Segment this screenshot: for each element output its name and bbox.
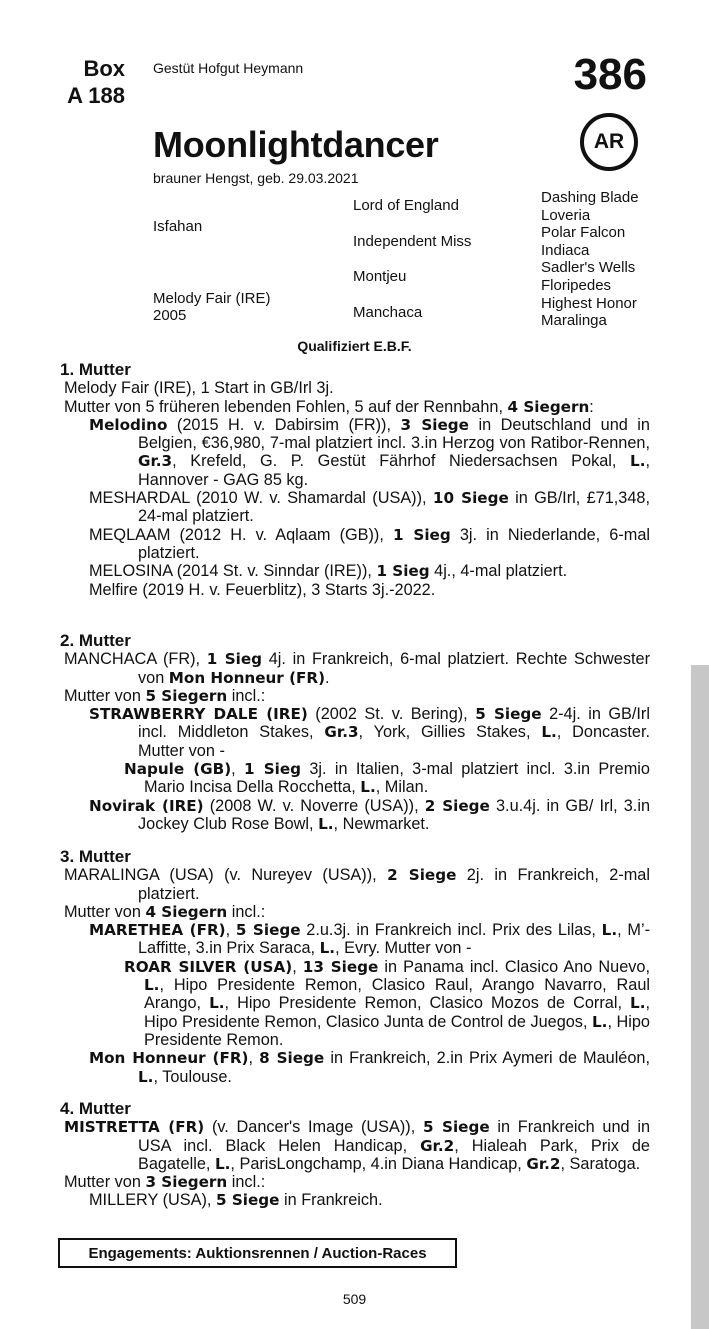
bold-text: L. xyxy=(630,452,646,471)
engagements-box xyxy=(58,1238,457,1268)
pedigree-gen3-item: Indiaca xyxy=(541,241,590,259)
section-paragraph xyxy=(60,958,650,1049)
bold-text: L. xyxy=(214,1154,231,1173)
text-run: , Milan. xyxy=(375,778,429,797)
section-paragraph xyxy=(60,416,650,489)
text-run: MEQLAAM (2012 H. v. Aqlaam (GB)), xyxy=(89,525,393,544)
text-run: , xyxy=(225,921,236,940)
text-run: MARALINGA (USA) (v. Nureyev (USA)), xyxy=(64,866,388,885)
section-paragraph xyxy=(60,903,650,921)
bold-text: MARETHEA (FR) xyxy=(89,921,226,940)
text-run: Melfire (2019 H. v. Feuerblitz), 3 Starts 3j.-2022. xyxy=(89,580,436,599)
section-paragraph xyxy=(60,398,650,416)
text-run: , Toulouse. xyxy=(153,1067,232,1086)
bold-text: L. xyxy=(360,778,376,797)
bold-text: 1 Sieg xyxy=(376,562,430,581)
section-paragraph xyxy=(60,489,650,526)
text-run: 4j., 4-mal platziert. xyxy=(429,562,568,581)
section-paragraph xyxy=(60,797,650,834)
text-run: incl.: xyxy=(227,902,266,921)
text-run: (v. Dancer's Image (USA)), xyxy=(204,1118,423,1137)
section-paragraph xyxy=(60,526,650,563)
section-dam-4 xyxy=(60,1100,650,1210)
text-run: , York, Gillies Stakes, xyxy=(358,723,542,742)
text-run: (2015 H. v. Dabirsim (FR)), xyxy=(167,415,401,434)
section-paragraph xyxy=(60,687,650,705)
bold-text: 3 Siege xyxy=(400,415,469,434)
text-run: in Deutschland und in Belgien, €36,980, 7-mal platziert incl. 3.in Herzog von Ratibor-Rennen, xyxy=(138,415,650,453)
text-run: : xyxy=(589,397,594,416)
section-paragraph xyxy=(60,866,650,903)
bold-text: MISTRETTA (FR) xyxy=(64,1118,205,1137)
pedigree-gen3-item: Floripedes xyxy=(541,276,612,294)
text-run: incl.: xyxy=(227,686,266,705)
section-paragraph xyxy=(60,562,650,580)
text-run: MANCHACA (FR), xyxy=(64,650,207,669)
ar-badge-label: AR xyxy=(593,130,625,153)
text-run: 3j. in Italien, 3-mal platziert incl. 3.in Premio Mario Incisa Della Rocchetta, xyxy=(144,760,650,797)
pedigree-gen2-item: Lord of England xyxy=(353,197,459,214)
bold-text: 1 Sieg xyxy=(206,650,263,669)
text-run: , Hannover - GAG 85 kg. xyxy=(138,452,650,489)
pedigree-gen3-item: Highest Honor xyxy=(541,294,637,312)
bold-text: Mon Honneur (FR) xyxy=(89,1049,249,1068)
text-run: MESHARDAL (2010 W. v. Shamardal (USA)), xyxy=(89,489,433,508)
bold-text: Mon Honneur (FR) xyxy=(168,668,326,687)
text-run: , Saratoga. xyxy=(560,1154,641,1173)
text-run: , Evry. Mutter von - xyxy=(335,939,472,958)
section-dam-2 xyxy=(60,632,650,833)
bold-text: 5 Siege xyxy=(475,705,542,724)
text-run: in Frankreich und in USA incl. Black Helen Handicap, xyxy=(138,1118,650,1155)
bold-text: L. xyxy=(209,994,225,1013)
text-run: in Frankreich, 2.in Prix Aymeri de Mauléon, xyxy=(324,1049,650,1068)
bold-text: 8 Siege xyxy=(259,1049,325,1068)
text-run: incl.: xyxy=(227,1173,266,1192)
pedigree-gen3-item: Loveria xyxy=(541,206,591,224)
text-run: , Hipo Presidente Remon. xyxy=(144,1012,650,1049)
horse-name: Moonlightdancer xyxy=(153,124,439,165)
pedigree-gen2-item: Manchaca xyxy=(353,304,423,321)
pedigree-sire: Isfahan xyxy=(153,218,203,235)
bold-text: L. xyxy=(601,921,618,940)
section-paragraph xyxy=(60,1173,650,1191)
bold-text: 10 Siege xyxy=(432,489,509,508)
bold-text: 1 Sieg xyxy=(244,760,302,779)
text-run: in Frankreich. xyxy=(279,1191,383,1210)
bold-text: 1 Sieg xyxy=(392,525,451,544)
text-run: 2-4j. in GB/Irl incl. Middleton Stakes, xyxy=(138,705,650,742)
section-paragraph xyxy=(60,379,650,397)
text-run: , Hipo Presidente Remon, Clasico Raul, Arango Navarro, Raul Arango, xyxy=(144,976,650,1013)
text-run: , Krefeld, G. P. Gestüt Fährhof Niedersachsen Pokal, xyxy=(172,452,631,471)
bold-text: 4 Siegern xyxy=(507,397,590,416)
pedigree-gen2-item: Montjeu xyxy=(353,268,407,285)
text-run: , Hipo Presidente Remon, Clasico Junta de Control de Juegos, xyxy=(144,994,650,1031)
text-run: , xyxy=(248,1049,260,1068)
text-run: . xyxy=(325,668,330,687)
pedigree-gen3 xyxy=(541,189,639,330)
bold-text: ROAR SILVER (USA) xyxy=(124,957,293,976)
bold-text: 4 Siegern xyxy=(145,902,228,921)
section-heading: 4. Mutter xyxy=(60,1099,131,1118)
bold-text: L. xyxy=(541,723,557,742)
bold-text: Gr.2 xyxy=(420,1136,455,1155)
engagements-text: Engagements: Auktionsrennen / Auction-Races xyxy=(88,1244,427,1262)
text-run: Melody Fair (IRE), 1 Start in GB/Irl 3j. xyxy=(64,379,334,398)
section-heading: 1. Mutter xyxy=(60,360,131,379)
text-run: , ParisLongchamp, 4.in Diana Handicap, xyxy=(230,1154,527,1173)
section-dam-3 xyxy=(60,848,650,1086)
text-run: Mutter von xyxy=(64,902,146,921)
box-label xyxy=(60,55,125,109)
text-run: (2002 St. v. Bering), xyxy=(307,705,476,724)
pedigree-gen3-item: Sadler's Wells xyxy=(541,259,636,277)
bold-text: 5 Siege xyxy=(215,1191,280,1210)
bold-text: 5 Siegern xyxy=(145,686,228,705)
text-run: , xyxy=(231,760,245,779)
bold-text: 5 Siege xyxy=(422,1118,490,1137)
bold-text: 3 Siegern xyxy=(145,1173,228,1192)
bold-text: Melodino xyxy=(89,415,168,434)
bold-text: L. xyxy=(630,994,646,1013)
page-number: 509 xyxy=(342,1291,367,1307)
bold-text: 13 Siege xyxy=(302,957,379,976)
qualification: Qualifiziert E.B.F. xyxy=(297,338,412,354)
text-run: , Hialeah Park, Prix de Bagatelle, xyxy=(138,1136,650,1173)
bold-text: Napule (GB) xyxy=(124,760,232,779)
pedigree-dam-year: 2005 xyxy=(153,307,187,324)
bold-text: Novirak (IRE) xyxy=(89,796,204,815)
section-paragraph xyxy=(60,760,650,797)
text-run: in GB/Irl, £71,348, 24-mal platziert. xyxy=(138,489,650,526)
text-run: 2j. in Frankreich, 2-mal platziert. xyxy=(138,866,650,903)
pedigree-gen3-item: Polar Falcon xyxy=(541,224,626,242)
text-run: MELOSINA (2014 St. v. Sinndar (IRE)), xyxy=(89,562,377,581)
bold-text: L. xyxy=(138,1067,154,1086)
bold-text: Gr.3 xyxy=(324,723,359,742)
text-run: , xyxy=(292,957,303,976)
horse-description: brauner Hengst, geb. 29.03.2021 xyxy=(153,170,359,186)
bold-text: 2 Siege xyxy=(424,796,490,815)
seller-name: Gestüt Hofgut Heymann xyxy=(153,60,304,76)
pedigree-gen2-item: Independent Miss xyxy=(353,233,472,250)
text-run: , Doncaster. Mutter von - xyxy=(138,723,650,760)
section-paragraph xyxy=(60,921,650,958)
text-run: MILLERY (USA), xyxy=(89,1191,216,1210)
text-run: 2.u.3j. in Frankreich incl. Prix des Lilas, xyxy=(300,921,602,940)
scrollbar[interactable] xyxy=(691,665,709,1329)
text-run: Mutter von xyxy=(64,686,146,705)
section-paragraph xyxy=(60,1049,650,1086)
lot-number: 386 xyxy=(573,50,647,99)
section-paragraph xyxy=(60,1191,650,1209)
bold-text: L. xyxy=(144,976,160,995)
bold-text: STRAWBERRY DALE (IRE) xyxy=(89,705,308,724)
pedigree-dam-name: Melody Fair (IRE) xyxy=(153,290,271,307)
text-run: , M’-Laffitte, 3.in Prix Saraca, xyxy=(138,921,650,958)
section-dam-1 xyxy=(60,361,650,599)
box-word: Box xyxy=(83,56,125,81)
text-run: (2008 W. v. Noverre (USA)), xyxy=(203,796,425,815)
text-run: Mutter von xyxy=(64,1173,146,1192)
text-run: , Newmarket. xyxy=(333,814,430,833)
section-heading: 2. Mutter xyxy=(60,631,131,650)
text-run: , Hipo Presidente Remon, Clasico Mozos de Corral, xyxy=(224,994,631,1013)
pedigree-gen3-item: Dashing Blade xyxy=(541,189,639,206)
section-heading: 3. Mutter xyxy=(60,847,131,866)
bold-text: L. xyxy=(319,939,336,958)
text-run: in Panama incl. Clasico Ano Nuevo, xyxy=(378,957,650,976)
text-run: Mutter von 5 früheren lebenden Fohlen, 5 auf der Rennbahn, xyxy=(64,397,508,416)
text-run: 3j. in Niederlande, 6-mal platziert. xyxy=(138,525,651,562)
bold-text: L. xyxy=(318,814,334,833)
bold-text: 5 Siege xyxy=(235,921,301,940)
bold-text: L. xyxy=(592,1012,608,1031)
section-paragraph xyxy=(60,705,650,760)
pedigree-dam xyxy=(153,290,271,324)
text-run: 3.u.4j. in GB/ Irl, 3.in Jockey Club Rose Bowl, xyxy=(138,796,650,833)
section-paragraph xyxy=(60,581,650,599)
section-paragraph xyxy=(60,650,650,687)
bold-text: Gr.3 xyxy=(138,452,173,471)
bold-text: Gr.2 xyxy=(526,1154,561,1173)
pedigree-gen3-item: Maralinga xyxy=(541,312,607,330)
text-run: 4j. in Frankreich, 6-mal platziert. Rechte Schwester von xyxy=(138,650,650,687)
section-paragraph xyxy=(60,1118,650,1173)
ar-badge xyxy=(580,113,638,171)
bold-text: 2 Siege xyxy=(387,866,457,885)
box-number: A 188 xyxy=(67,83,125,108)
